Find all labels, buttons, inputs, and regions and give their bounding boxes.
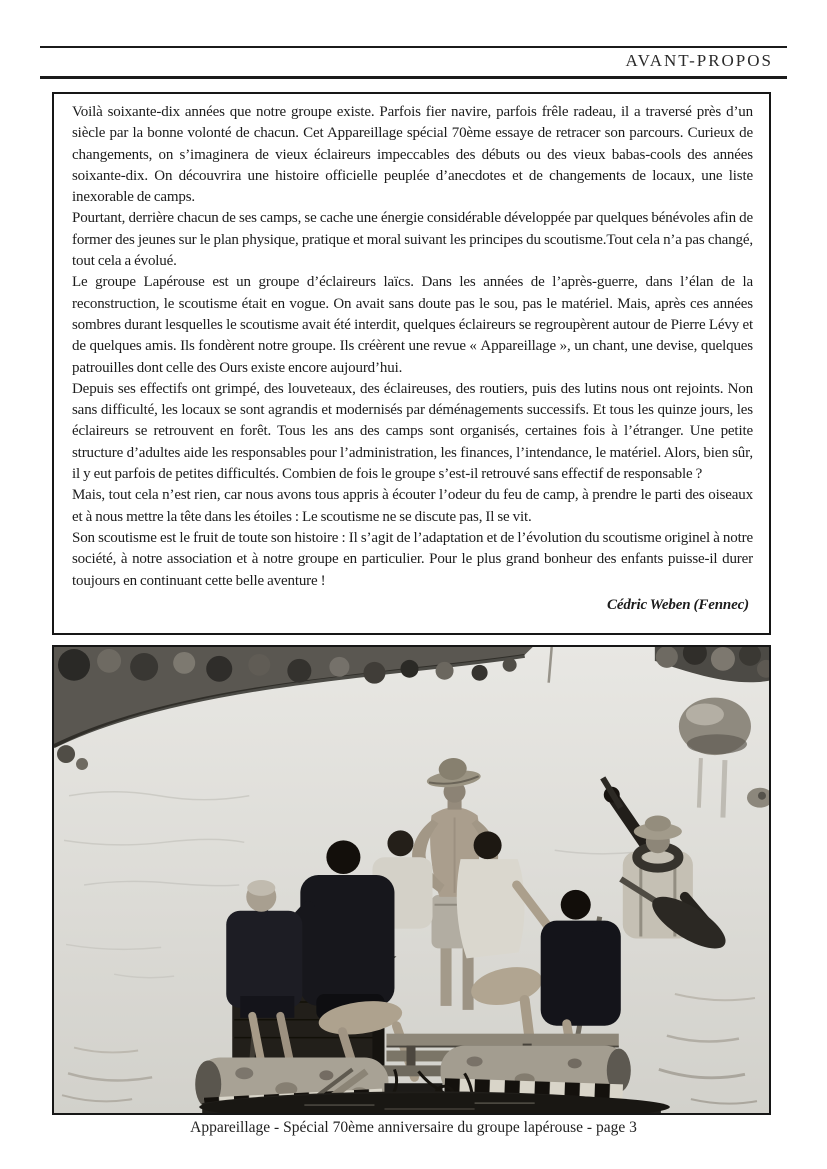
raft-photo-frame <box>52 645 771 1115</box>
foreword-paragraph: Le groupe Lapérouse est un groupe d’éclaireurs laïcs. Dans les années de l’après-guerre, dans l’élan de la reconstruction, le scoutisme était en vogue. On avait sans doute pas le sou, pas le matériel. Mais, après ces années sombres durant lesquelles le scoutisme avait été interdit, quelques éclaireurs se regroupèrent autour de Pierre Lévy et de quelques amis. Ils fondèrent notre groupe. Ils créèrent une revue « Appareillage », un chant, une devise, quelques patrouilles dont celle des Ours existe encore aujourd’hui. <box>72 274 753 376</box>
footer-caption: Appareillage - Spécial 70ème anniversaire du groupe lapérouse - page 3 <box>190 1119 637 1136</box>
foreword-paragraph: Mais, tout cela n’est rien, car nous avons tous appris à écouter l’odeur du feu de camp, à prendre le parti des oiseaux et à nous mettre la tête dans les étoiles : Le scoutisme ne se discute pas, Il se vit. <box>72 487 753 525</box>
header-rule-top <box>40 46 787 48</box>
foreword-text-box <box>52 92 771 635</box>
header-rule-bottom <box>40 76 787 79</box>
author-signature: Cédric Weben (Fennec) <box>607 596 749 613</box>
page-header-title: AVANT-PROPOS <box>625 51 773 70</box>
foreword-paragraph: Depuis ses effectifs ont grimpé, des louveteaux, des éclaireuses, des routiers, puis des lutins nous ont rejoints. Non sans difficulté, les locaux se sont agrandis et modernisés par déménagements successifs. Et tous les quinze jours, les éclaireurs se retrouvent en forêt. Tous les ans des camps sont organisés, certaines fois à l’étranger. Une petite structure d’adultes aide les responsables pour l’administration, les finances, l’intendance, le matériel. Alors, bien sûr, il y eut parfois de petites difficultés. Combien de fois le groupe s’est-il retrouvé sans effectif de responsable ? <box>72 380 753 483</box>
foreword-paragraph: Son scoutisme est le fruit de toute son histoire : Il s’agit de l’adaptation et de l’évolution du scoutisme originel à notre société, à notre association et à notre groupe en particulier. Pour le plus grand bonheur des enfants puisse-il durer toujours en continuant cette belle aventure ! <box>72 529 753 589</box>
raft-photo <box>54 647 769 1113</box>
foreword-paragraph: Voilà soixante-dix années que notre groupe existe. Parfois fier navire, parfois frêle radeau, il a traversé près d’un siècle par la bonne volonté de chacun. Cet Appareillage spécial 70ème essaye de retracer son parcours. Curieux de changements, on s’imaginera de vieux éclaireurs impeccables des débuts ou des vieux babas-cools des années soixante-dix. On découvrira une histoire officielle peuplée d’anecdotes et de changements de locaux, une liste inexorable de camps. <box>72 104 753 206</box>
foreword-paragraph: Pourtant, derrière chacun de ses camps, se cache une énergie considérable développée par quelques bénévoles afin de former des jeunes sur le plan physique, pratique et moral suivant les principes du scoutisme.Tout cela n’a pas changé, tout cela a évolué. <box>72 210 753 270</box>
